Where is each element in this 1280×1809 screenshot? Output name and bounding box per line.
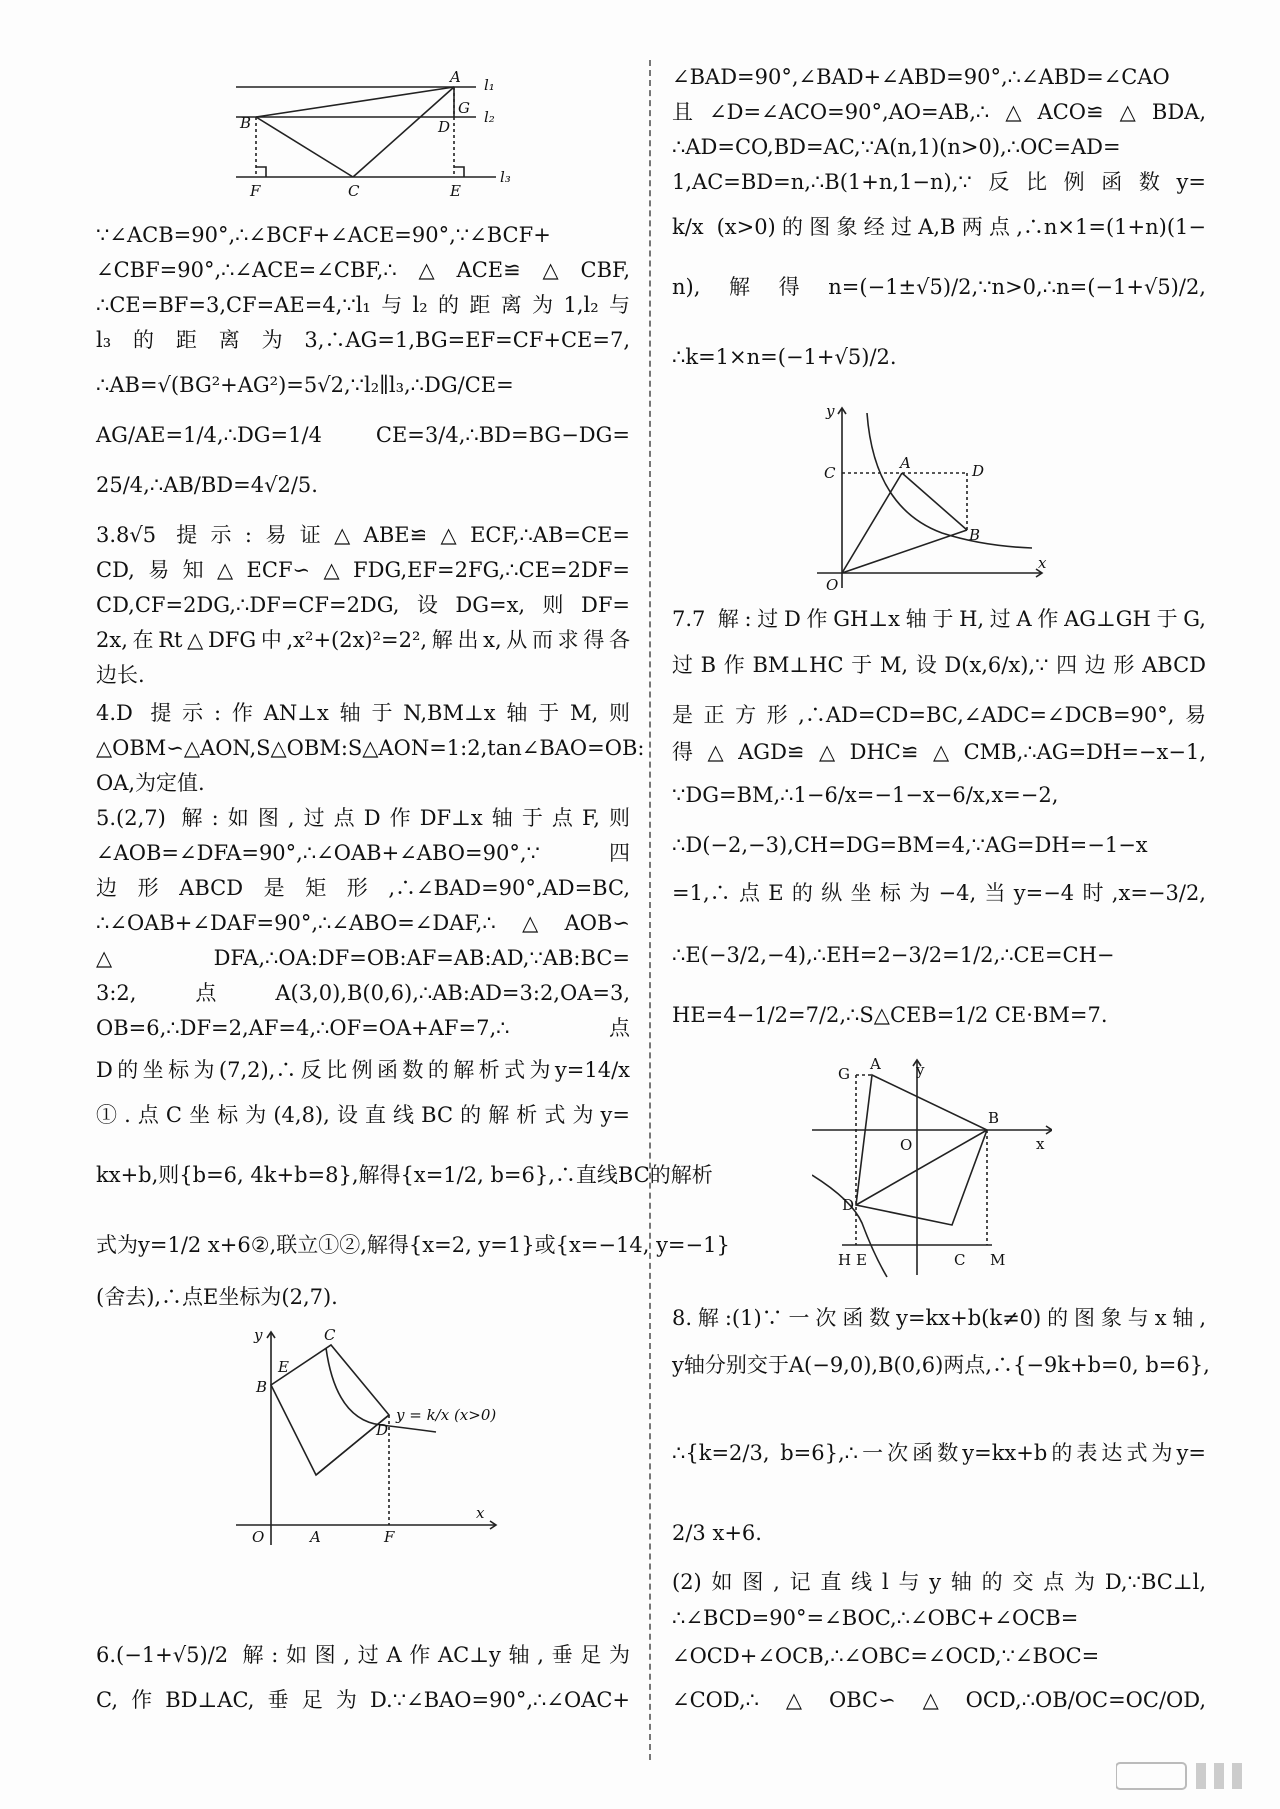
text-line: ∴∠OAB+∠DAF=90°,∴∠ABO=∠DAF,∴△AOB∽	[96, 911, 630, 935]
text-line: 边形ABCD是矩形,∴∠BAD=90°,AD=BC,	[96, 876, 630, 900]
fig5-label-B: B	[256, 1378, 268, 1396]
fig5-label-eq: y = k/x (x>0)	[396, 1406, 497, 1424]
text-line: ∠BAD=90°,∠BAD+∠ABD=90°,∴∠ABD=∠CAO	[672, 65, 1170, 89]
fig1-label-B: B	[240, 114, 252, 132]
fig5-label-F: F	[384, 1528, 395, 1546]
text-line: ∠CBF=90°,∴∠ACE=∠CBF,∴△ACE≌△CBF,	[96, 258, 630, 282]
text-line: CD,易知△ECF∽△FDG,EF=2FG,∴CE=2DF=	[96, 558, 630, 582]
text-line: 且∠D=∠ACO=90°,AO=AB,∴△ACO≌△BDA,	[672, 100, 1206, 124]
text-line: 1,AC=BD=n,∴B(1+n,1−n),∵反比例函数y=	[672, 170, 1206, 194]
fig5-label-O: O	[252, 1528, 265, 1546]
fig6-label-y: y	[826, 402, 835, 420]
text-line: 3.8√5 提示:易证△ABE≌△ECF,∴AB=CE=	[96, 523, 630, 547]
text-line: 7.7 解:过D作GH⊥x轴于H,过A作AG⊥GH于G,	[672, 607, 1206, 631]
scroll-handle-icon	[1116, 1757, 1266, 1795]
fig7-label-y: y	[916, 1061, 925, 1079]
figure-hyperbola-points	[802, 398, 1052, 598]
text-line: ∴∠BCD=90°=∠BOC,∴∠OBC+∠OCB=	[672, 1606, 1079, 1630]
text-line: 5.(2,7) 解:如图,过点D作DF⊥x轴于点F,则	[96, 806, 630, 830]
text-line: 8.解:(1)∵一次函数y=kx+b(k≠0)的图象与x轴,	[672, 1306, 1206, 1330]
text-line: y轴分别交于A(−9,0),B(0,6)两点,∴{−9k+b=0, b=6},	[672, 1353, 1210, 1377]
fig5-label-C: C	[324, 1326, 336, 1344]
fig6-label-A: A	[900, 454, 911, 472]
text-line: k/x (x>0)的图象经过A,B两点,∴n×1=(1+n)(1−	[672, 215, 1206, 239]
text-line: 25/4,∴AB/BD=4√2/5.	[96, 473, 318, 497]
fig6-label-x: x	[1038, 554, 1047, 572]
fig7-label-G: G	[838, 1065, 850, 1083]
fig7-label-B: B	[988, 1109, 1000, 1127]
text-line: △OBM∽△AON,S△OBM:S△AON=1:2,tan∠BAO=OB:	[96, 736, 645, 760]
fig5-label-y: y	[254, 1326, 263, 1344]
text-line: ∠OCD+∠OCB,∴∠OBC=∠OCD,∵∠BOC=	[672, 1644, 1100, 1668]
text-line: kx+b,则{b=6, 4k+b=8},解得{x=1/2, b=6},∴直线BC的解析	[96, 1163, 713, 1187]
text-line: ①.点C坐标为(4,8),设直线BC的解析式为y=	[96, 1103, 630, 1127]
text-line: (2)如图,记直线l与y轴的交点为D,∵BC⊥l,	[672, 1570, 1206, 1594]
fig7-label-C: C	[954, 1251, 966, 1269]
fig5-label-E: E	[278, 1358, 289, 1376]
fig1-label-l2: l₂	[484, 108, 495, 126]
text-line: ∠AOB=∠DFA=90°,∴∠OAB+∠ABO=90°,∵四	[96, 841, 630, 865]
text-line: ∴D(−2,−3),CH=DG=BM=4,∵AG=DH=−1−x	[672, 833, 1148, 857]
text-line: 6.(−1+√5)/2 解:如图,过A作AC⊥y轴,垂足为	[96, 1643, 630, 1667]
text-line: ∴{k=2/3, b=6},∴一次函数y=kx+b的表达式为y=	[672, 1441, 1206, 1465]
column-divider	[649, 60, 651, 1760]
text-line: ∴CE=BF=3,CF=AE=4,∵l₁与l₂的距离为1,l₂与	[96, 293, 630, 317]
fig1-label-E: E	[450, 182, 461, 200]
fig6-label-B: B	[969, 526, 981, 544]
text-line: n),解得n=(−1±√5)/2,∵n>0,∴n=(−1+√5)/2,	[672, 275, 1206, 299]
fig5-label-x: x	[476, 1504, 485, 1522]
fig7-label-H: H	[838, 1251, 852, 1269]
text-line: l₃的距离为3,∴AG=1,BG=EF=CF+CE=7,	[96, 328, 630, 352]
text-line: (舍去),∴点E坐标为(2,7).	[96, 1285, 338, 1309]
text-line: 边长.	[96, 663, 145, 687]
text-line: ∵∠ACB=90°,∴∠BCF+∠ACE=90°,∵∠BCF+	[96, 223, 551, 247]
text-line: CD,CF=2DG,∴DF=CF=2DG,设DG=x,则DF=	[96, 593, 630, 617]
text-line: 式为y=1/2 x+6②,联立①②,解得{x=2, y=1}或{x=−14, y=−1}	[96, 1233, 730, 1257]
text-line: 2/3 x+6.	[672, 1521, 762, 1545]
fig7-label-O: O	[900, 1136, 913, 1154]
fig1-label-l1: l₁	[484, 76, 495, 94]
text-line: AG/AE=1/4,∴DG=1/4 CE=3/4,∴BD=BG−DG=	[96, 423, 630, 447]
fig1-label-F: F	[250, 182, 261, 200]
text-line: 过B作BM⊥HC于M,设D(x,6/x),∵四边形ABCD	[672, 653, 1206, 677]
fig6-label-C: C	[824, 464, 836, 482]
figure-parallel-lines	[216, 70, 526, 210]
fig6-label-D: D	[972, 462, 985, 480]
text-line: ∠COD,∴△OBC∽△OCD,∴OB/OC=OC/OD,	[672, 1688, 1206, 1712]
fig7-label-E: E	[856, 1251, 867, 1269]
text-line: D的坐标为(7,2),∴反比例函数的解析式为y=14/x	[96, 1058, 630, 1082]
fig5-label-D: D	[376, 1421, 389, 1439]
fig7-label-M: M	[990, 1251, 1006, 1269]
fig6-label-O: O	[826, 576, 839, 594]
text-line: OB=6,∴DF=2,AF=4,∴OF=OA+AF=7,∴点	[96, 1016, 630, 1040]
text-line: ∴E(−3/2,−4),∴EH=2−3/2=1/2,∴CE=CH−	[672, 943, 1115, 967]
text-line: 4.D 提示:作AN⊥x轴于N,BM⊥x轴于M,则	[96, 701, 630, 725]
text-line: C,作BD⊥AC,垂足为D.∵∠BAO=90°,∴∠OAC+	[96, 1688, 630, 1712]
fig7-label-A: A	[870, 1055, 881, 1073]
fig1-label-D: D	[438, 118, 451, 136]
fig1-label-G: G	[458, 99, 470, 117]
text-line: ∵DG=BM,∴1−6/x=−1−x−6/x,x=−2,	[672, 783, 1059, 807]
fig5-label-A: A	[310, 1528, 321, 1546]
fig1-label-C: C	[348, 182, 360, 200]
text-line: ∴k=1×n=(−1+√5)/2.	[672, 345, 897, 369]
text-line: 2x,在Rt△DFG中,x²+(2x)²=2²,解出x,从而求得各	[96, 628, 630, 652]
figure-rectangle-hyperbola	[206, 1320, 506, 1550]
text-line: OA,为定值.	[96, 771, 205, 795]
fig7-label-x: x	[1036, 1135, 1045, 1153]
text-line: HE=4−1/2=7/2,∴S△CEB=1/2 CE·BM=7.	[672, 1003, 1108, 1027]
fig1-label-l3: l₃	[500, 168, 511, 186]
fig1-label-A: A	[450, 70, 461, 86]
text-line: 是正方形,∴AD=CD=BC,∠ADC=∠DCB=90°,易	[672, 703, 1206, 727]
text-line: △DFA,∴OA:DF=OB:AF=AB:AD,∵AB:BC=	[96, 946, 630, 970]
text-line: ∴AD=CO,BD=AC,∵A(n,1)(n>0),∴OC=AD=	[672, 135, 1121, 159]
fig7-label-D: D	[842, 1196, 855, 1214]
figure-square	[812, 1055, 1052, 1280]
text-line: =1,∴点E的纵坐标为−4,当y=−4时,x=−3/2,	[672, 881, 1206, 905]
text-line: ∴AB=√(BG²+AG²)=5√2,∵l₂∥l₃,∴DG/CE=	[96, 373, 514, 397]
text-line: 得△AGD≌△DHC≌△CMB,∴AG=DH=−x−1,	[672, 740, 1206, 764]
text-line: 3:2,点A(3,0),B(0,6),∴AB:AD=3:2,OA=3,	[96, 981, 630, 1005]
